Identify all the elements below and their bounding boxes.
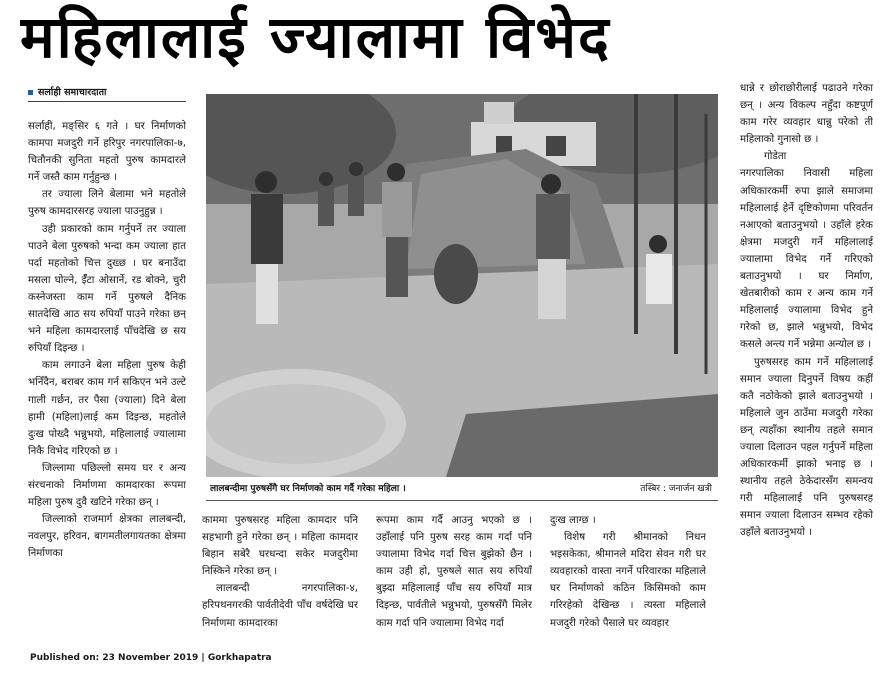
paragraph: रूपमा काम गर्दै आउनु भएको छ । उहाँलाई पनि पुरुष सरह काम गर्दा पनि ज्यालामा विभेद गर्दा चित्त बुझेको छैन । काम उही हो, पुरुषले सात सय रुपियाँ बुझ्दा महिलालाई पाँच सय रुपियाँ मात्र दिइन्छ, पार्वतीले भन्नुभयो, पुरुषसँगै मिलेर काम गर्दा पनि ज्यालामा विभेद गर्दा [376, 515, 532, 629]
article-column-5 [740, 80, 873, 650]
paragraph: विशेष गरी श्रीमानको निधन भइसकेका, श्रीमानले मदिरा सेवन गरी घर व्यवहारको वास्ता नगर्ने परिवारका महिलाले घर निर्माणको कठिन किसिमको काम गरिरहेको देखिन्छ । त्यस्ता महिलाले मजदुरी गरेको पैसाले घर व्यवहार [550, 532, 706, 629]
article-column-1 [28, 118, 186, 650]
publication-footer: Published on: 23 November 2019 | Gorkhapatra [30, 653, 272, 663]
paragraph: काम लगाउने बेला महिला पुरुष केही भनिँदैन, बराबर काम गर्न सकिएन भने उल्टे गाली गर्छन, तर पैसा (ज्याला) दिने बेला हामी (महिला)लाई कम दिइन्छ, महतोले दुःख पोख्दै भन्नुभयो, महिलालाई ज्यालामा निकै विभेद गरिएको छ । [28, 360, 186, 457]
paragraph: जिल्लामा पछिल्लो समय घर र अन्य संरचनाको निर्माणमा कामदारका रूपमा महिला पुरुष दुवै खटिने गरेका छन् । [28, 462, 186, 509]
headline: महिलालाई ज्यालामा विभेद [20, 3, 611, 71]
photo-caption-bar [206, 480, 718, 498]
photo-caption: लालबन्दीमा पुरुषसँगै घर निर्माणको काम गर्दै गरेका महिला । [210, 484, 406, 494]
paragraph: सर्लाही, मङ्सिर ६ गते । घर निर्माणको कामपा मजदुरी गर्ने हरिपुर नगरपालिका-७, चितौनकी सुनिता महतो पुरुष कामदारले गर्ने जस्तै काम गर्नुहुन्छ । [28, 121, 186, 184]
paragraph: तर ज्याला लिने बेलामा भने महतोले पुरुष कामदारसरह ज्याला पाउनुहुन्न । [28, 189, 186, 218]
paragraph: जिल्लाको राजमार्ग क्षेत्रका लालबन्दी, नवलपुर, हरिवन, बागमतीलगायतका क्षेत्रमा निर्माणका [28, 514, 186, 560]
paragraph: दुःख लाग्छ । [550, 515, 596, 526]
byline-square-icon [28, 90, 33, 95]
paragraph: धान्ने र छोराछोरीलाई पढाउने गरेका छन् । अन्य विकल्प नहुँदा कष्टपूर्ण काम गरेर व्यवहार धान्नु परेको ती महिलाको गुनासो छ । [740, 83, 873, 146]
byline-divider [28, 101, 186, 102]
subheading: गोडेता [764, 151, 787, 163]
byline [28, 85, 188, 101]
article-column-3 [376, 512, 532, 650]
paragraph: पुरुषसरह काम गर्ने महिलालाई समान ज्याला दिनुपर्ने विषय कहीँ कतै नठोकेको झाले बताउनुभयो । महिलाले जुन ठाउँमा मजदुरी गरेका छन् त्यहाँका स्थानीय तहले समान ज्याला दिलाउन पहल गर्नुपर्ने महिला अधिकारकर्मी झाको भनाइ छ । स्थानीय तहले ठेकेदारसँग समन्वय गरी महिलालाई पनि पुरुषसरह समान ज्याला दिलाउन सम्भव रहेको उहाँले बताउनुभयो । [740, 356, 873, 539]
paragraph: काममा पुरुषसरह महिला कामदार पनि सहभागी हुने गरेका छन् । महिला कामदार बिहान सबेरै घरधन्दा सकेर मजदुरीमा निस्किने गरेका छन् । [202, 515, 358, 578]
photo-credit: तस्बिर : जनार्जन खत्री [640, 484, 712, 494]
paragraph: लालबन्दी नगरपालिका-४, हरिपथनगरकी पार्वतीदेवी पाँच वर्षदेखि घर निर्माणमा कामदारका [202, 583, 358, 629]
caption-divider [206, 500, 718, 501]
article-column-2 [202, 512, 358, 650]
article-photo [206, 94, 718, 477]
paragraph: उही प्रकारको काम गर्नुपर्ने तर ज्याला पाउने बेला पुरुषको भन्दा कम ज्याला हात पर्दा महतोको चित्त दुख्छ । घर बनाउँदा मसला घोल्ने, ईँटा ओसार्ने, रड बोक्ने, चुरी कस्नेजस्ता काम गर्ने पुरुषले दैनिक सातदेखि आठ सय रुपियाँ पाउने गरेका छन् भने महिला कामदारलाई पाँचदेखि छ सय रुपियाँ दिइन्छ । [28, 223, 186, 355]
paragraph: नगरपालिका निवासी महिला अधिकारकर्मी रुपा झाले समाजमा महिलालाई हेर्ने दृष्टिकोणमा परिवर्तन नआएको बताउनुभयो । उहाँले हरेक क्षेत्रमा मजदुरी गर्ने महिलालाई ज्यालामा विभेद गर्ने गरिएको बताउनुभयो । घर निर्माण, खेतबारीको काम र अन्य काम गर्ने महिलालाई ज्यालामा विभेद हुने गरेको छ, झाले भन्नुभयो, विभेद कसले अन्त्य गर्ने भन्नेमा अन्योल छ । [740, 168, 873, 351]
byline-text: सर्लाही समाचारदाता [38, 87, 107, 98]
article-column-4 [550, 512, 706, 650]
